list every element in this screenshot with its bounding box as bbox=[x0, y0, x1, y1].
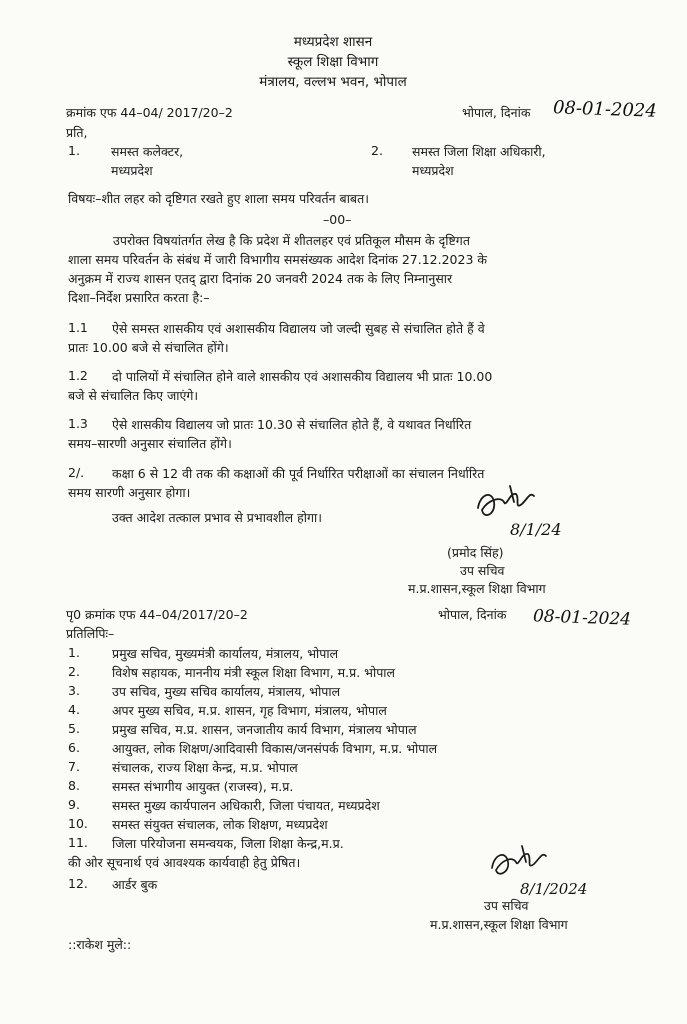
copy-item-1-num: 1. bbox=[68, 645, 80, 660]
copy-item-3: उप सचिव, मुख्य सचिव कार्यालय, मंत्रालय, भोपाल bbox=[112, 684, 341, 699]
copy-item-10-num: 10. bbox=[68, 816, 88, 831]
header-line-1: मध्यप्रदेश शासन bbox=[293, 34, 373, 50]
header-line-2: स्कूल शिक्षा विभाग bbox=[287, 54, 379, 70]
copy-item-6: आयुक्त, लोक शिक्षण/आदिवासी विकास/जनसंपर्क विभाग, म.प्र. भोपाल bbox=[112, 741, 438, 756]
recipient-1-line1: समस्त कलेक्टर, bbox=[111, 144, 184, 159]
forwarded-line: की ओर सूचनार्थ एवं आवश्यक कार्यवाही हेतु प्रेषित। bbox=[68, 855, 301, 870]
copy-item-10: समस्त संयुक्त संचालक, लोक शिक्षण, मध्यप्रदेश bbox=[112, 817, 328, 832]
copy-item-9: समस्त मुख्य कार्यपालन अधिकारी, जिला पंचायत, मध्यप्रदेश bbox=[112, 798, 380, 813]
recipient-2-line2: मध्यप्रदेश bbox=[412, 163, 454, 178]
copy-item-9-num: 9. bbox=[68, 797, 80, 812]
copy-number: पृ0 क्रमांक एफ 44–04/2017/20–2 bbox=[66, 607, 248, 622]
signatory-1-title: उप सचिव bbox=[460, 563, 505, 578]
intro-line-2: शाला समय परिवर्तन के संबंध में जारी विभागीय समसंख्यक आदेश दिनांक 27.12.2023 के bbox=[68, 252, 487, 267]
copy-item-12-num: 12. bbox=[68, 876, 88, 891]
recipient-1-line2: मध्यप्रदेश bbox=[111, 163, 153, 178]
header-line-3: मंत्रालय, वल्लभ भवन, भोपाल bbox=[259, 74, 407, 90]
subject-line: विषयः–शीत लहर को दृष्टिगत रखते हुए शाला समय परिवर्तन बाबत। bbox=[68, 191, 369, 206]
point-1-2-line1: दो पालियों में संचालित होने वाले शासकीय एवं अशासकीय विद्यालय भी प्रातः 10.00 bbox=[112, 369, 493, 384]
order-number: क्रमांक एफ 44–04/ 2017/20–2 bbox=[66, 105, 233, 120]
copy-label: प्रतिलिपिः– bbox=[66, 626, 115, 641]
order-date-handwritten: 08-01-2024 bbox=[552, 97, 658, 122]
point-1-1-num: 1.1 bbox=[68, 320, 88, 335]
point-2-num: 2/. bbox=[68, 465, 85, 480]
separator: –00– bbox=[323, 212, 352, 227]
signatory-2-dept: म.प्र.शासन,स्कूल शिक्षा विभाग bbox=[430, 917, 568, 932]
copy-item-4: अपर मुख्य सचिव, म.प्र. शासन, गृह विभाग, मंत्रालय, भोपाल bbox=[112, 703, 387, 718]
copy-item-1: प्रमुख सचिव, मुख्यमंत्री कार्यालय, मंत्रालय, भोपाल bbox=[112, 646, 339, 661]
point-1-3-line2: समय–सारणी अनुसार संचालित होंगे। bbox=[68, 436, 232, 451]
copy-item-8-num: 8. bbox=[68, 778, 80, 793]
signatory-name: (प्रमोद सिंह) bbox=[447, 545, 504, 560]
point-1-2-line2: बजे से संचालित किए जाएंगे। bbox=[68, 388, 199, 403]
copy-item-6-num: 6. bbox=[68, 740, 80, 755]
point-2-line1: कक्षा 6 से 12 वी तक की कक्षाओं की पूर्व निर्धारित परीक्षाओं का संचालन निर्धारित bbox=[112, 466, 485, 481]
point-1-2-num: 1.2 bbox=[68, 368, 88, 383]
point-1-1-line2: प्रातः 10.00 बजे से संचालित होंगे। bbox=[68, 340, 229, 355]
copy-item-5: प्रमुख सचिव, म.प्र. शासन, जनजातीय कार्य विभाग, मंत्रालय भोपाल bbox=[112, 722, 417, 737]
intro-line-4: दिशा–निर्देश प्रसारित करता है:– bbox=[68, 290, 210, 305]
signature-2-date: 8/1/2024 bbox=[520, 880, 588, 898]
signatory-2-title: उप सचिव bbox=[484, 898, 529, 913]
signature-1-date: 8/1/24 bbox=[510, 520, 562, 539]
copy-item-2-num: 2. bbox=[68, 664, 80, 679]
copy-item-12: आर्डर बुक bbox=[112, 877, 158, 892]
copy-item-4-num: 4. bbox=[68, 702, 80, 717]
intro-line-1: उपरोक्त विषयांतर्गत लेख है कि प्रदेश में शीतलहर एवं प्रतिकूल मौसम के दृष्टिगत bbox=[113, 233, 470, 248]
copy-date-handwritten: 08-01-2024 bbox=[532, 606, 632, 630]
point-2-line2: समय सारणी अनुसार होगा। bbox=[68, 485, 191, 500]
recipient-1-num: 1. bbox=[68, 143, 80, 158]
copy-item-3-num: 3. bbox=[68, 683, 80, 698]
copy-item-11-num: 11. bbox=[68, 835, 88, 850]
point-1-1-line1: ऐसे समस्त शासकीय एवं अशासकीय विद्यालय जो जल्दी सुबह से संचालित होते हैं वे bbox=[112, 321, 485, 336]
copy-item-11: जिला परियोजना समन्वयक, जिला शिक्षा केन्द्र,म.प्र. bbox=[112, 836, 344, 851]
copy-item-7: संचालक, राज्य शिक्षा केन्द्र, म.प्र. भोपाल bbox=[112, 760, 298, 775]
effect-line: उक्त आदेश तत्काल प्रभाव से प्रभावशील होगा। bbox=[112, 510, 322, 525]
point-1-3-line1: ऐसे शासकीय विद्यालय जो प्रातः 10.30 से संचालित होते हैं, वे यथावत निर्धारित bbox=[112, 417, 472, 432]
copy-date-label: भोपाल, दिनांक bbox=[438, 607, 507, 622]
copy-item-8: समस्त संभागीय आयुक्त (राजस्व), म.प्र. bbox=[112, 779, 294, 794]
recipient-2-line1: समस्त जिला शिक्षा अधिकारी, bbox=[412, 144, 546, 159]
copy-item-7-num: 7. bbox=[68, 759, 80, 774]
copy-item-5-num: 5. bbox=[68, 721, 80, 736]
typist-initials: ::राकेश मुले:: bbox=[68, 937, 132, 952]
point-1-3-num: 1.3 bbox=[68, 416, 88, 431]
signatory-1-dept: म.प्र.शासन,स्कूल शिक्षा विभाग bbox=[408, 581, 546, 596]
order-date-label: भोपाल, दिनांक bbox=[462, 105, 531, 120]
intro-line-3: अनुक्रम में राज्य शासन एतद् द्वारा दिनांक 20 जनवरी 2024 तक के लिए निम्नानुसार bbox=[68, 271, 453, 286]
recipient-2-num: 2. bbox=[371, 143, 383, 158]
prati-label: प्रति, bbox=[66, 125, 88, 140]
copy-item-2: विशेष सहायक, माननीय मंत्री स्कूल शिक्षा विभाग, म.प्र. भोपाल bbox=[112, 665, 396, 680]
